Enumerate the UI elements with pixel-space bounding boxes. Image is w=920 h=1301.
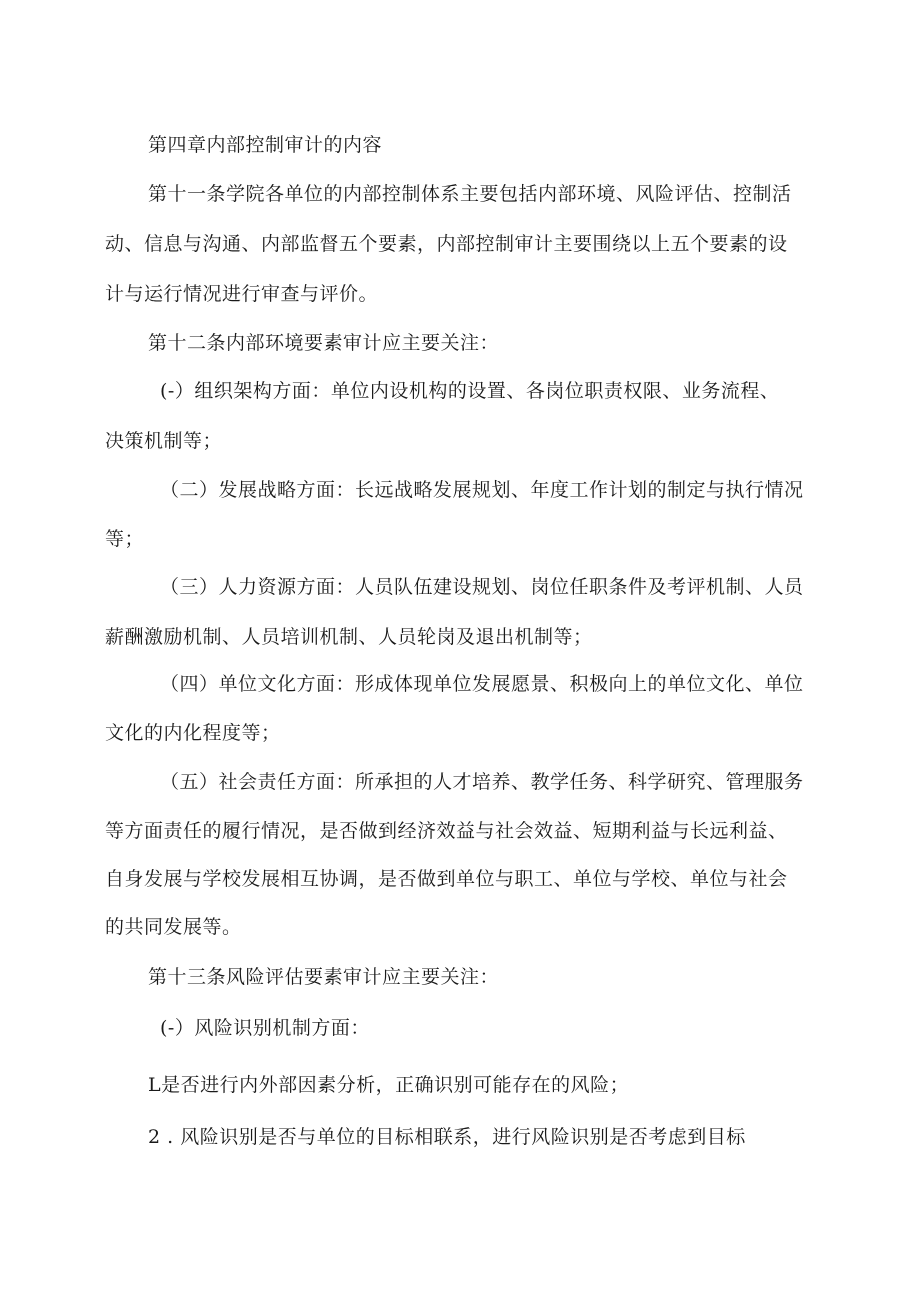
paragraph-line: 等； bbox=[105, 528, 145, 550]
paragraph-line: （三）人力资源方面：人员队伍建设规划、岗位任职条件及考评机制、人员 bbox=[160, 576, 804, 598]
paragraph-line: （四）单位文化方面：形成体现单位发展愿景、积极向上的单位文化、单位 bbox=[160, 673, 804, 695]
chapter-heading: 第四章内部控制审计的内容 bbox=[148, 134, 383, 156]
paragraph-line: （二）发展战略方面：长远战略发展规划、年度工作计划的制定与执行情况 bbox=[160, 479, 804, 501]
paragraph-line: 决策机制等； bbox=[105, 430, 223, 452]
paragraph-line: （五）社会责任方面：所承担的人才培养、教学任务、科学研究、管理服务 bbox=[160, 771, 804, 793]
paragraph-line: 计与运行情况进行审查与评价。 bbox=[105, 283, 379, 305]
list-item: L是否进行内外部因素分析，正确识别可能存在的风险； bbox=[148, 1074, 630, 1096]
paragraph-line: 等方面责任的履行情况，是否做到经济效益与社会效益、短期利益与长远利益、 bbox=[105, 820, 788, 842]
paragraph-line: 第十一条学院各单位的内部控制体系主要包括内部环境、风险评估、控制活 bbox=[148, 183, 792, 205]
paragraph-line: (-）组织架构方面：单位内设机构的设置、各岗位职责权限、业务流程、 bbox=[160, 380, 780, 402]
list-item: 2 . 风险识别是否与单位的目标相联系，进行风险识别是否考虑到目标 bbox=[148, 1126, 746, 1148]
paragraph-line: 自身发展与学校发展相互协调，是否做到单位与职工、单位与学校、单位与社会 bbox=[105, 868, 788, 890]
paragraph-line: 动、信息与沟通、内部监督五个要素，内部控制审计主要围绕以上五个要素的设 bbox=[105, 233, 788, 255]
article-heading: 第十二条内部环境要素审计应主要关注： bbox=[148, 332, 500, 354]
paragraph-line: (-）风险识别机制方面： bbox=[160, 1017, 370, 1039]
paragraph-line: 薪酬激励机制、人员培训机制、人员轮岗及退出机制等； bbox=[105, 626, 593, 648]
article-heading: 第十三条风险评估要素审计应主要关注： bbox=[148, 966, 500, 988]
paragraph-line: 的共同发展等。 bbox=[105, 916, 242, 938]
paragraph-line: 文化的内化程度等； bbox=[105, 722, 281, 744]
